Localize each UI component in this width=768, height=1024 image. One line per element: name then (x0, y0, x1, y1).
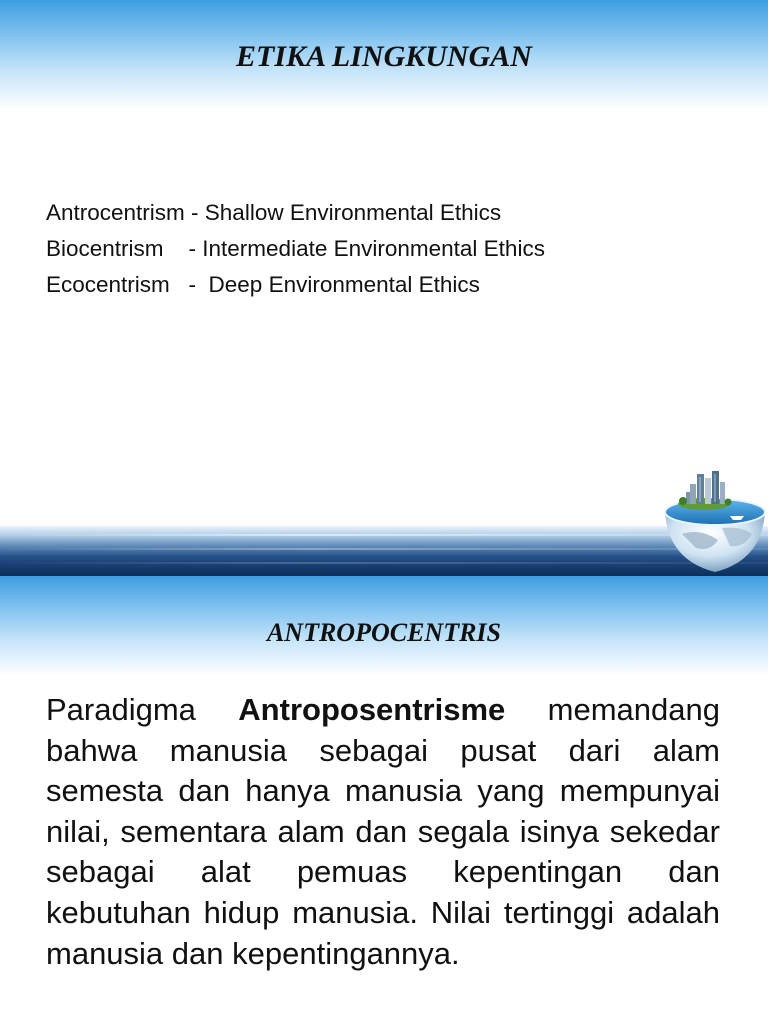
paragraph-rest: memandang bahwa manusia sebagai pusat dari alam semesta dan hanya manusia yang mempunyai nilai, sementara alam dan segala isinya sekedar sebagai alat pemuas kepentingan dan kebutuhan hidup manusia. Nilai tertinggi adalah manusia dan kepentingannya. (46, 692, 720, 971)
slide-title: ETIKA LINGKUNGAN (236, 40, 532, 73)
ethics-row-antrocentrism: Antrocentrism - Shallow Environmental Ethics (46, 200, 502, 225)
water-streak (0, 548, 768, 550)
water-streak (0, 534, 768, 536)
ethics-row-biocentrism: Biocentrism - Intermediate Environmental Ethics (46, 236, 545, 261)
water-band (0, 526, 768, 576)
slide-title: ANTROPOCENTRIS (266, 618, 502, 647)
paragraph-lead: Paradigma (46, 692, 239, 727)
paragraph-antroposentrisme (46, 690, 720, 974)
globe-city-icon (660, 468, 768, 576)
ethics-row-ecocentrism: Ecocentrism - Deep Environmental Ethics (46, 272, 480, 297)
paragraph-bold-term: Antroposentrisme (238, 692, 506, 727)
ethics-list (46, 195, 545, 303)
water-streak (0, 562, 768, 564)
slide-antropocentris (0, 576, 768, 1024)
